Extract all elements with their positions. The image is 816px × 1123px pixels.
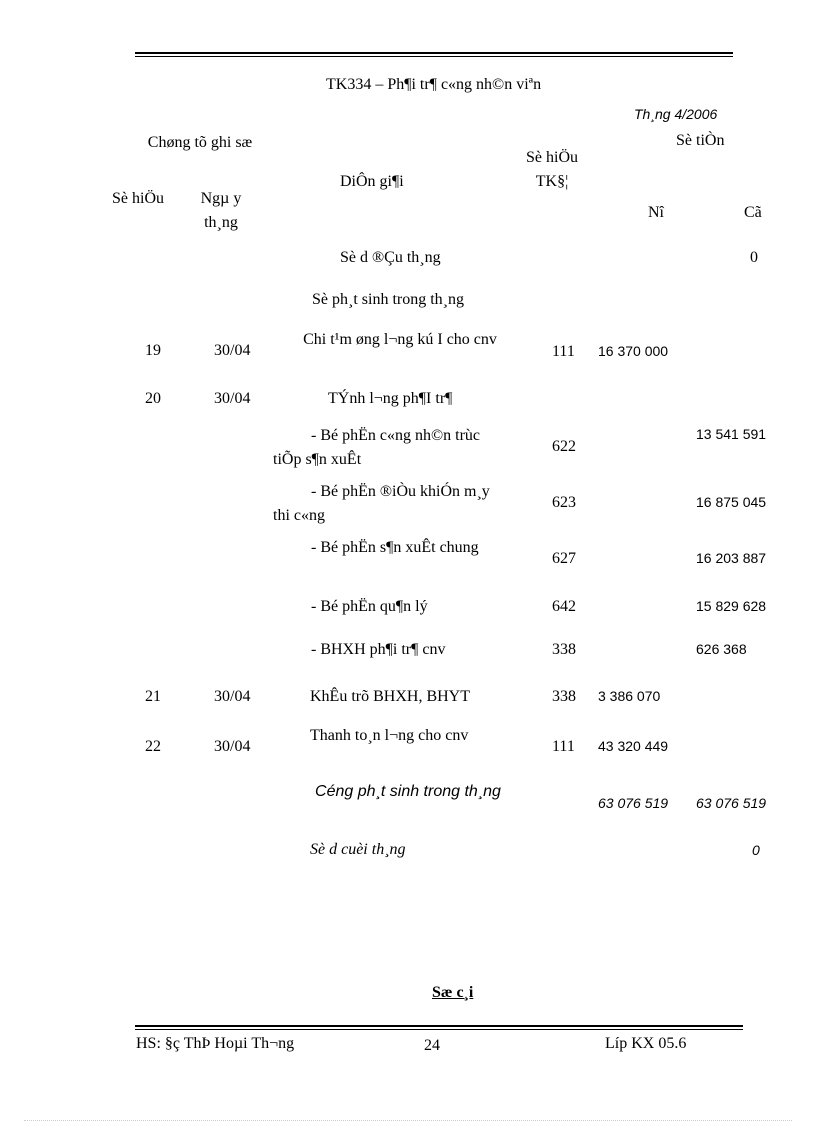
page-bottom-divider (24, 1120, 792, 1121)
row-date: 30/04 (214, 688, 251, 705)
header-rule-thin (135, 56, 733, 57)
footer-rule-thick (135, 1025, 743, 1027)
col-debit-header: Nî (648, 204, 664, 221)
row-credit: 16 875 045 (696, 494, 767, 510)
row-account: 623 (552, 494, 576, 511)
period-heading: Sè ph¸t sinh trong th¸ng (312, 291, 464, 308)
col-account-header: Sè hiÖu TK§¦ (526, 149, 578, 190)
col-date-header: Ngµ y th¸ng (200, 190, 242, 231)
row-number: 20 (145, 390, 161, 407)
row-description: KhÊu trõ BHXH, BHYT (310, 688, 470, 705)
row-date: 30/04 (214, 390, 251, 407)
total-debit: 63 076 519 (598, 795, 669, 811)
footer-class: Líp KX 05.6 (605, 1035, 687, 1052)
col-amount-header: Sè tiÒn (676, 132, 725, 149)
opening-balance-credit: 0 (750, 249, 758, 266)
header-rule-thick (135, 52, 733, 54)
row-number: 19 (145, 342, 161, 359)
row-credit: 16 203 887 (696, 550, 767, 566)
closing-balance-label: Sè d cuèi th¸ng (310, 841, 406, 858)
row-description: Thanh to¸n l¬ng cho cnv (310, 727, 469, 744)
ledger-title: TK334 – Ph¶i tr¶ c«ng nh©n viªn (326, 76, 542, 93)
row-debit: 3 386 070 (598, 688, 661, 704)
row-description: - Bé phËn ®iÒu khiÓn m¸y thi c«ng (273, 483, 490, 524)
row-account: 338 (552, 641, 576, 658)
row-number: 22 (145, 738, 161, 755)
col-credit-header: Cã (744, 204, 762, 221)
row-credit: 13 541 591 (696, 426, 767, 442)
row-description: Chi t¹m øng l¬ng kú I cho cnv (303, 331, 497, 348)
row-account: 111 (552, 738, 575, 755)
row-description: TÝnh l¬ng ph¶I tr¶ (328, 390, 453, 407)
closing-balance-credit: 0 (752, 842, 760, 858)
col-voucher-header: Chøng tõ ghi sæ (147, 134, 253, 151)
row-credit: 626 368 (696, 641, 747, 657)
row-account: 627 (552, 550, 576, 567)
row-account: 642 (552, 598, 576, 615)
row-date: 30/04 (214, 738, 251, 755)
row-account: 111 (552, 343, 575, 360)
footer-rule-thin (135, 1029, 743, 1030)
footer-page-number: 24 (424, 1037, 440, 1054)
row-date: 30/04 (214, 342, 251, 359)
row-description: - Bé phËn s¶n xuÊt chung (311, 539, 479, 556)
total-credit: 63 076 519 (696, 795, 767, 811)
section-heading: Sæ c¸i (432, 984, 474, 1001)
opening-balance-label: Sè d ®Çu th¸ng (340, 249, 441, 266)
row-number: 21 (145, 688, 161, 705)
row-description: - BHXH ph¶i tr¶ cnv (311, 641, 446, 658)
col-description-header: DiÔn gi¶i (340, 173, 404, 190)
row-debit: 43 320 449 (598, 738, 669, 754)
row-description: - Bé phËn qu¶n lý (311, 598, 428, 615)
footer-author: HS: §ç ThÞ Hoµi Th¬ng (136, 1035, 295, 1052)
row-description: - Bé phËn c«ng nh©n trùc tiÕp s¶n xuÊt (273, 427, 481, 468)
ledger-month: Th¸ng 4/2006 (634, 106, 718, 122)
row-credit: 15 829 628 (696, 598, 767, 614)
row-debit: 16 370 000 (598, 343, 669, 359)
total-label: Céng ph¸t sinh trong th¸ng (315, 783, 501, 800)
row-account: 622 (552, 438, 576, 455)
col-number-header: Sè hiÖu (112, 190, 164, 207)
row-account: 338 (552, 688, 576, 705)
